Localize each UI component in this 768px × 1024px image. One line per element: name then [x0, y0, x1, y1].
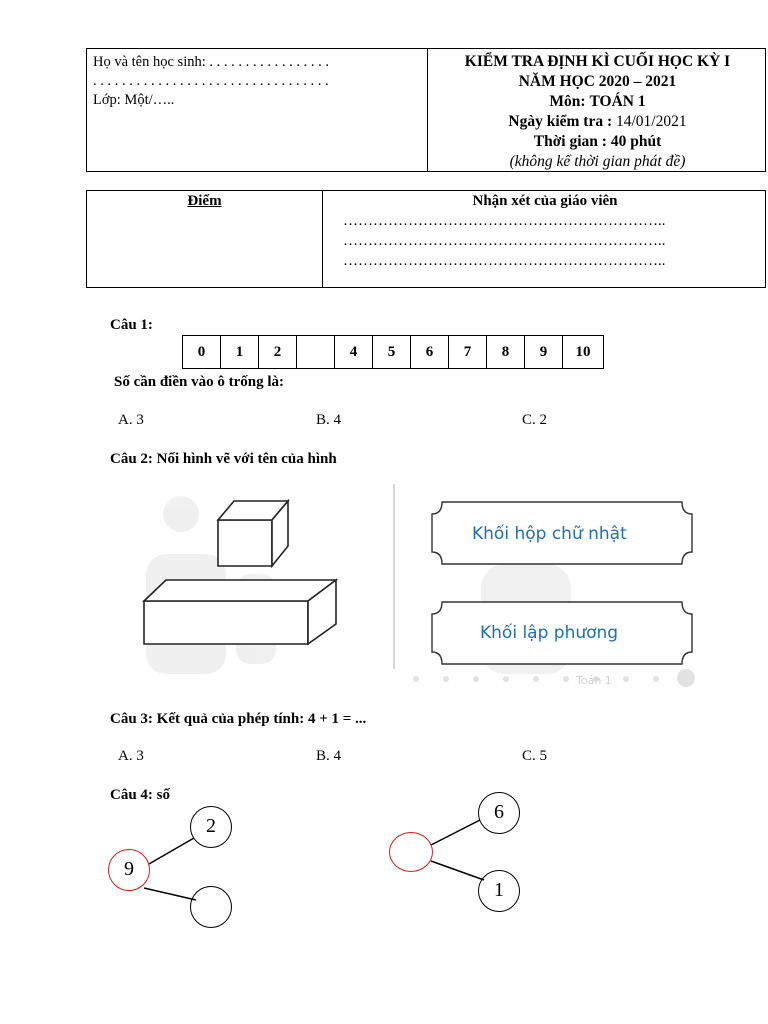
student-name-dots: . . . . . . . . . . . . . . . . . . . . . . . . . . . . . . . . . [93, 73, 329, 89]
score-header: Điểm [187, 193, 222, 209]
number-cell: 10 [575, 344, 591, 360]
number-bond-lines [100, 800, 660, 940]
label-box-text: Khối hộp chữ nhật [472, 524, 627, 544]
date-label: Ngày kiểm tra : [508, 113, 613, 130]
q1-label: Câu 1: [110, 317, 153, 333]
q1-option-c[interactable]: C. 2 [522, 412, 548, 428]
rectangular-box-shape [144, 580, 336, 644]
score-table [86, 190, 766, 288]
exam-info-cell [428, 49, 767, 171]
date-value: 14/01/2021 [616, 113, 687, 130]
number-cell: 6 [411, 336, 449, 368]
school-year: NĂM HỌC 2020 – 2021 [518, 73, 677, 90]
comment-header: Nhận xét của giáo viên [472, 193, 618, 209]
comment-cell[interactable] [323, 191, 767, 287]
time-label: Thời gian : [533, 133, 607, 150]
bond2-root-circle-blank[interactable] [389, 832, 433, 872]
comment-line: ……………………………………………………….. [343, 213, 666, 229]
time-note: (không kể thời gian phát đề) [509, 153, 686, 170]
number-cell: 1 [221, 336, 259, 368]
bond1-root-circle: 9 [108, 849, 150, 891]
label-cube-text: Khối lập phương [480, 623, 619, 643]
q4-label: Câu 4: số [110, 787, 171, 803]
class-label: Lớp: Một/….. [93, 92, 175, 108]
svg-text:Toán 1: Toán 1 [576, 674, 612, 687]
subject-label: Môn: [549, 93, 586, 110]
comment-line: ……………………………………………………….. [343, 253, 666, 269]
number-cell: 5 [373, 336, 411, 368]
bond1-top-circle: 2 [190, 806, 232, 848]
shapes-picture [86, 484, 716, 692]
q3-option-b[interactable]: B. 4 [316, 748, 342, 764]
q1-option-b[interactable]: B. 4 [316, 412, 342, 428]
number-cell: 2 [259, 336, 297, 368]
number-cell: 7 [449, 336, 487, 368]
number-cell: 9 [525, 336, 563, 368]
bond2-top-circle: 6 [478, 792, 520, 834]
subject-value: TOÁN 1 [589, 93, 646, 110]
time-value: 40 phút [610, 133, 662, 150]
q3-label: Câu 3: Kết quả của phép tính: 4 + 1 = ... [110, 711, 367, 727]
date-line [428, 112, 767, 132]
header-table [86, 48, 766, 172]
blank-cell[interactable] [297, 336, 335, 368]
q3-option-c[interactable]: C. 5 [522, 748, 548, 764]
q3-option-a[interactable]: A. 3 [118, 748, 144, 764]
q2-label: Câu 2: Nối hình vẽ với tên của hình [110, 451, 337, 467]
number-cell: 8 [487, 336, 525, 368]
q1-option-a[interactable]: A. 3 [118, 412, 144, 428]
student-info-cell [87, 49, 428, 171]
bond2-bottom-circle: 1 [478, 870, 520, 912]
exam-title: KIỂM TRA ĐỊNH KÌ CUỐI HỌC KỲ I [464, 53, 731, 70]
cube-shape [218, 501, 288, 566]
subject-line [428, 92, 767, 112]
number-cell: 4 [335, 336, 373, 368]
number-strip [182, 335, 604, 369]
score-cell[interactable] [87, 191, 323, 287]
q1-prompt: Số cần điền vào ô trống là: [114, 374, 285, 390]
bond1-bottom-circle-blank[interactable] [190, 886, 232, 928]
comment-line: ……………………………………………………….. [343, 233, 666, 249]
number-cell: 0 [183, 336, 221, 368]
time-line [428, 132, 767, 152]
student-name-label: Họ và tên học sinh: . . . . . . . . . . . . . . . . . [93, 54, 330, 70]
